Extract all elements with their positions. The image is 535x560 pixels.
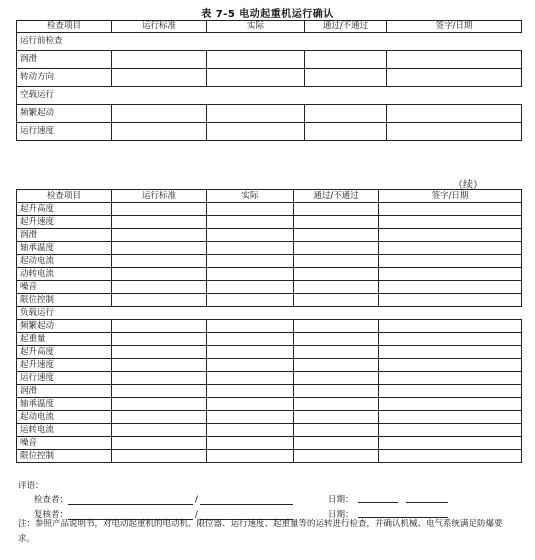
- standard-cell[interactable]: [112, 123, 207, 141]
- row-label: 润滑: [17, 385, 112, 398]
- standard-cell[interactable]: [112, 359, 207, 372]
- pass-fail-cell[interactable]: [294, 268, 379, 281]
- column-header-pass-fail: 通过/不通过: [294, 190, 379, 203]
- table-row: [17, 411, 522, 424]
- table-row: [17, 255, 522, 268]
- pass-fail-cell[interactable]: [294, 320, 379, 333]
- actual-cell[interactable]: [207, 268, 294, 281]
- row-label: 润滑: [17, 51, 112, 69]
- signature-date-cell[interactable]: [387, 51, 522, 69]
- standard-cell[interactable]: [112, 398, 207, 411]
- signature-date-cell[interactable]: [379, 437, 522, 450]
- standard-cell[interactable]: [112, 229, 207, 242]
- actual-cell[interactable]: [207, 411, 294, 424]
- row-label: 限位控制: [17, 294, 112, 307]
- row-label: 起动电流: [17, 255, 112, 268]
- actual-cell[interactable]: [207, 294, 294, 307]
- table-row: [17, 69, 522, 87]
- reviewer-date-label: 日期：: [328, 510, 354, 520]
- standard-cell[interactable]: [112, 203, 207, 216]
- signature-date-cell[interactable]: [379, 203, 522, 216]
- actual-cell[interactable]: [207, 242, 294, 255]
- row-label: 运行速度: [17, 123, 112, 141]
- row-label: 起重量: [17, 333, 112, 346]
- pass-fail-cell[interactable]: [305, 51, 387, 69]
- signature-date-cell[interactable]: [379, 333, 522, 346]
- standard-cell[interactable]: [112, 105, 207, 123]
- standard-cell[interactable]: [112, 450, 207, 463]
- actual-cell[interactable]: [207, 123, 305, 141]
- row-label: 频繁起动: [17, 105, 112, 123]
- actual-cell[interactable]: [207, 320, 294, 333]
- checker-name-line[interactable]: [68, 495, 193, 505]
- signature-date-cell[interactable]: [387, 123, 522, 141]
- signature-date-cell[interactable]: [379, 229, 522, 242]
- checker-field: 检查者： / 日期：: [18, 493, 293, 505]
- table-row: [17, 51, 522, 69]
- signature-date-cell[interactable]: [379, 359, 522, 372]
- table-1-body: [17, 33, 522, 141]
- table-2-body: [17, 203, 522, 463]
- section-row-span: [112, 87, 522, 105]
- actual-cell[interactable]: [207, 229, 294, 242]
- table-row: [17, 268, 522, 281]
- table-row: [17, 333, 522, 346]
- section-row-span: [112, 33, 522, 51]
- row-label: 起升速度: [17, 359, 112, 372]
- table-row: [17, 281, 522, 294]
- table-header-row: [17, 190, 522, 203]
- comment-field: [18, 479, 44, 491]
- pass-fail-cell[interactable]: [294, 242, 379, 255]
- actual-cell[interactable]: [207, 216, 294, 229]
- row-label: 限位控制: [17, 450, 112, 463]
- checker-signature-line[interactable]: [200, 495, 293, 505]
- column-header-item: 检查项目: [17, 190, 112, 203]
- standard-cell[interactable]: [112, 216, 207, 229]
- row-label: 运转电流: [17, 424, 112, 437]
- actual-cell[interactable]: [207, 385, 294, 398]
- row-label: 运行速度: [17, 372, 112, 385]
- table-row: [17, 320, 522, 333]
- table-row: [17, 372, 522, 385]
- table-row: [17, 385, 522, 398]
- section-row: [17, 307, 522, 320]
- signature-date-cell[interactable]: [379, 242, 522, 255]
- row-label: 起升速度: [17, 216, 112, 229]
- table-row: [17, 105, 522, 123]
- table-row: [17, 346, 522, 359]
- signature-date-cell[interactable]: [387, 105, 522, 123]
- row-label: 噪音: [17, 281, 112, 294]
- continued-label: （续）: [453, 180, 483, 191]
- confirmation-table-2: [16, 189, 522, 463]
- pass-fail-cell[interactable]: [294, 333, 379, 346]
- table-row: [17, 229, 522, 242]
- section-row: [17, 87, 522, 105]
- column-header-signature-date: 签字/日期: [387, 21, 522, 33]
- pass-fail-cell[interactable]: [294, 450, 379, 463]
- signature-date-cell[interactable]: [379, 255, 522, 268]
- pass-fail-cell[interactable]: [294, 216, 379, 229]
- row-label: 润滑: [17, 229, 112, 242]
- standard-cell[interactable]: [112, 346, 207, 359]
- reviewer-field: 复核者： / 日期：: [18, 508, 293, 520]
- signature-date-cell[interactable]: [379, 320, 522, 333]
- note-text: 注：参照产品说明书，对电动起重机的电动机、限位器、运行速度、起重量等的运转进行检查，并确认机械、电气系统满足防爆要求。: [18, 519, 503, 544]
- signature-date-cell[interactable]: [379, 385, 522, 398]
- table-row: [17, 294, 522, 307]
- section-row: [17, 33, 522, 51]
- pass-fail-cell[interactable]: [305, 105, 387, 123]
- standard-cell[interactable]: [112, 411, 207, 424]
- pass-fail-cell[interactable]: [294, 229, 379, 242]
- column-header-pass-fail: 通过/不通过: [305, 21, 387, 33]
- signature-date-cell[interactable]: [379, 294, 522, 307]
- row-label: 负载运行: [17, 307, 112, 320]
- actual-cell[interactable]: [207, 359, 294, 372]
- standard-cell[interactable]: [112, 424, 207, 437]
- standard-cell[interactable]: [112, 333, 207, 346]
- row-label: 轴承温度: [17, 398, 112, 411]
- signature-date-cell[interactable]: [379, 216, 522, 229]
- table-row: [17, 123, 522, 141]
- pass-fail-cell[interactable]: [305, 69, 387, 87]
- column-header-actual: 实际: [207, 21, 305, 33]
- row-label: 转动方向: [17, 69, 112, 87]
- standard-cell[interactable]: [112, 294, 207, 307]
- actual-cell[interactable]: [207, 281, 294, 294]
- section-row-span: [112, 307, 522, 320]
- actual-cell[interactable]: [207, 69, 305, 87]
- actual-cell[interactable]: [207, 255, 294, 268]
- standard-cell[interactable]: [112, 69, 207, 87]
- checker-date-line-2[interactable]: [406, 493, 448, 503]
- column-header-standard: 运行标准: [112, 21, 207, 33]
- pass-fail-cell[interactable]: [294, 385, 379, 398]
- signature-date-cell[interactable]: [379, 281, 522, 294]
- row-label: 起升高度: [17, 203, 112, 216]
- standard-cell[interactable]: [112, 242, 207, 255]
- row-label: 起升高度: [17, 346, 112, 359]
- signature-date-cell[interactable]: [379, 372, 522, 385]
- column-header-actual: 实际: [207, 190, 294, 203]
- row-label: 动转电流: [17, 268, 112, 281]
- signature-date-cell[interactable]: [387, 69, 522, 87]
- table-row: [17, 203, 522, 216]
- actual-cell[interactable]: [207, 346, 294, 359]
- actual-cell[interactable]: [207, 437, 294, 450]
- table-row: [17, 359, 522, 372]
- pass-fail-cell[interactable]: [294, 255, 379, 268]
- actual-cell[interactable]: [207, 372, 294, 385]
- standard-cell[interactable]: [112, 320, 207, 333]
- comment-label: 评语：: [18, 481, 44, 491]
- standard-cell[interactable]: [112, 372, 207, 385]
- row-label: 噪音: [17, 437, 112, 450]
- standard-cell[interactable]: [112, 51, 207, 69]
- pass-fail-cell[interactable]: [294, 424, 379, 437]
- standard-cell[interactable]: [112, 268, 207, 281]
- row-label: 起动电流: [17, 411, 112, 424]
- pass-fail-cell[interactable]: [294, 398, 379, 411]
- row-label: 轴承温度: [17, 242, 112, 255]
- table-row: [17, 216, 522, 229]
- checker-label: 检查者：: [34, 495, 69, 505]
- signature-date-cell[interactable]: [379, 424, 522, 437]
- standard-cell[interactable]: [112, 281, 207, 294]
- table-header-row: [17, 21, 522, 33]
- table-row: [17, 398, 522, 411]
- checker-date-label: 日期：: [328, 495, 354, 505]
- actual-cell[interactable]: [207, 398, 294, 411]
- actual-cell[interactable]: [207, 105, 305, 123]
- standard-cell[interactable]: [112, 255, 207, 268]
- signature-date-cell[interactable]: [379, 411, 522, 424]
- standard-cell[interactable]: [112, 437, 207, 450]
- pass-fail-cell[interactable]: [294, 372, 379, 385]
- reviewer-label: 复核者：: [34, 510, 69, 520]
- table-row: [17, 242, 522, 255]
- pass-fail-cell[interactable]: [294, 281, 379, 294]
- confirmation-table-1: [16, 20, 522, 141]
- standard-cell[interactable]: [112, 385, 207, 398]
- table-row: [17, 424, 522, 437]
- actual-cell[interactable]: [207, 51, 305, 69]
- signature-date-cell[interactable]: [379, 450, 522, 463]
- pass-fail-cell[interactable]: [294, 411, 379, 424]
- actual-cell[interactable]: [207, 450, 294, 463]
- pass-fail-cell[interactable]: [294, 203, 379, 216]
- pass-fail-cell[interactable]: [294, 346, 379, 359]
- table-row: [17, 437, 522, 450]
- pass-fail-cell[interactable]: [294, 359, 379, 372]
- pass-fail-cell[interactable]: [294, 294, 379, 307]
- table-title: 表 7-5 电动起重机运行确认: [201, 9, 334, 20]
- signature-date-cell[interactable]: [379, 398, 522, 411]
- column-header-signature-date: 签字/日期: [379, 190, 522, 203]
- column-header-item: 检查项目: [17, 21, 112, 33]
- checker-date-line-1[interactable]: [358, 493, 398, 503]
- row-label: 空载运行: [17, 87, 112, 105]
- signature-date-cell[interactable]: [379, 268, 522, 281]
- actual-cell[interactable]: [207, 203, 294, 216]
- actual-cell[interactable]: [207, 424, 294, 437]
- signature-date-cell[interactable]: [379, 346, 522, 359]
- row-label: 频繁起动: [17, 320, 112, 333]
- pass-fail-cell[interactable]: [305, 123, 387, 141]
- table-row: [17, 450, 522, 463]
- column-header-standard: 运行标准: [112, 190, 207, 203]
- pass-fail-cell[interactable]: [294, 437, 379, 450]
- row-label: 运行前检查: [17, 33, 112, 51]
- actual-cell[interactable]: [207, 333, 294, 346]
